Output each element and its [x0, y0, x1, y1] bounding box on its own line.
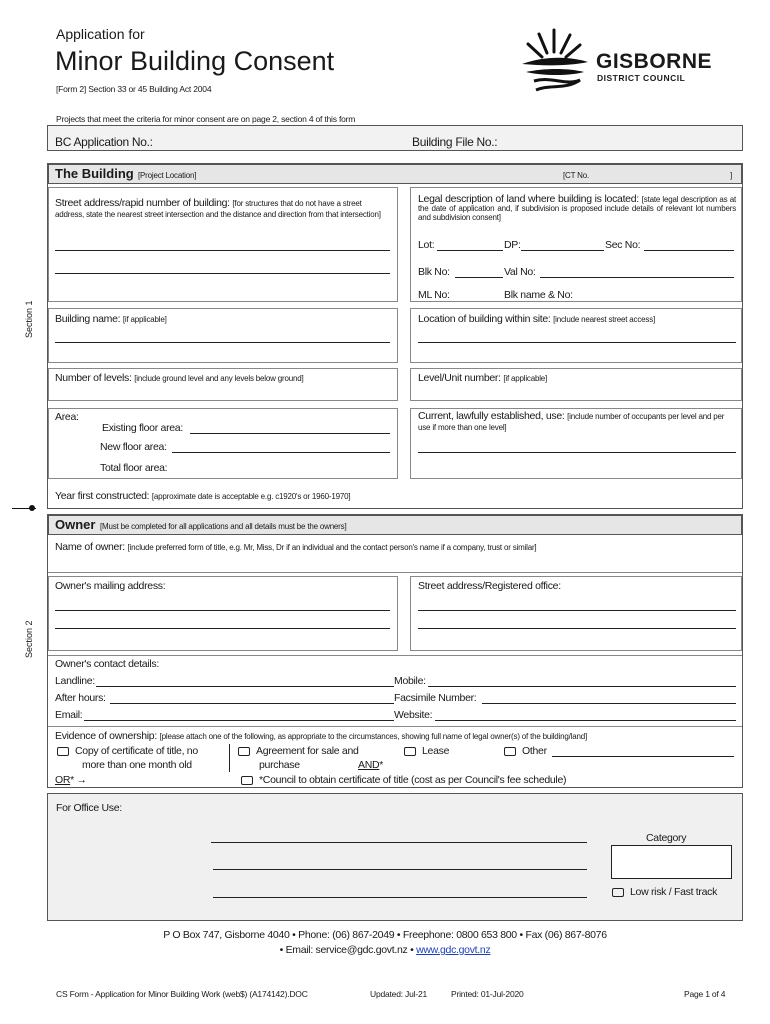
owner-heading-note: [Must be completed for all applications and all details must be the owners] — [100, 522, 347, 531]
levels-note: [include ground level and any levels below ground] — [134, 374, 304, 383]
project-location-note: [Project Location] — [138, 171, 197, 180]
page-title: Minor Building Consent — [55, 46, 335, 76]
contact-divider — [48, 655, 742, 656]
margin-marker-dot — [29, 505, 35, 511]
agreement-option[interactable] — [238, 745, 359, 757]
copy-title-text-2: more than one month old — [82, 759, 192, 771]
after-hours-field[interactable] — [110, 703, 394, 704]
sec-no-label: Sec No: — [605, 239, 641, 251]
area-label: Area: — [55, 411, 79, 423]
email-label: Email: — [55, 709, 83, 721]
street-line-1[interactable] — [55, 250, 390, 251]
footer-contact: P O Box 747, Gisborne 4040 • Phone: (06) 867-2049 • Freephone: 0800 653 800 • Fax (06) 867-8076 — [163, 929, 607, 941]
mailing-line-1[interactable] — [55, 610, 390, 611]
copy-title-text-1: Copy of certificate of title, no — [75, 745, 198, 757]
other-option[interactable] — [504, 745, 547, 757]
options-divider — [229, 744, 230, 772]
email-field[interactable] — [84, 720, 394, 721]
evidence-note: [please attach one of the following, as appropriate to the circumstances, showing full name of legal owner(s) of the building/land] — [159, 732, 587, 741]
evidence-label: Evidence of ownership: — [55, 730, 157, 742]
footer-email-row — [0, 944, 770, 956]
use-field[interactable] — [418, 452, 736, 453]
street-office-label: Street address/Registered office: — [418, 580, 561, 592]
contact-label: Owner's contact details: — [55, 658, 159, 670]
other-field[interactable] — [552, 756, 734, 757]
footer-printed: Printed: 01-Jul-2020 — [451, 989, 524, 999]
mobile-label: Mobile: — [394, 675, 426, 687]
logo-sub: DISTRICT COUNCIL — [597, 73, 686, 83]
council-text: *Council to obtain certificate of title (cost as per Council's fee schedule) — [259, 774, 567, 786]
gisborne-logo — [514, 26, 740, 98]
app-for-text: Application for — [56, 26, 145, 42]
copy-title-checkbox[interactable] — [57, 747, 69, 756]
low-risk-text: Low risk / Fast track — [630, 886, 718, 898]
levels-label: Number of levels: — [55, 372, 132, 384]
website-field[interactable] — [435, 720, 736, 721]
council-option[interactable] — [241, 774, 566, 786]
copy-title-option[interactable] — [57, 745, 198, 757]
lot-field[interactable] — [437, 250, 503, 251]
existing-floor-label: Existing floor area: — [102, 422, 183, 434]
location-field[interactable] — [418, 342, 736, 343]
or-arrow: * → — [70, 774, 87, 786]
lot-label: Lot: — [418, 239, 435, 251]
street-address-note: [for structures that do not have a street address, state the nearest street intersection and the distance and direction from that intersection] — [55, 199, 381, 219]
footer-page: Page 1 of 4 — [684, 989, 726, 999]
fax-label: Facsimile Number: — [394, 692, 477, 704]
street-address-label: Street address/rapid number of building: — [55, 197, 230, 209]
form-subtitle: [Form 2] Section 33 or 45 Building Act 2004 — [56, 84, 212, 94]
legal-description-label: Legal description of land where building is located: — [418, 193, 639, 205]
building-name-label: Building name: — [55, 313, 121, 325]
lease-checkbox[interactable] — [404, 747, 416, 756]
use-label: Current, lawfully established, use: — [418, 410, 565, 422]
new-floor-label: New floor area: — [100, 441, 167, 453]
low-risk-option[interactable] — [612, 886, 717, 898]
website-label: Website: — [394, 709, 433, 721]
val-no-label: Val No: — [504, 266, 536, 278]
footer-email: • Email: service@gdc.govt.nz • — [279, 944, 414, 956]
building-file-no: Building File No.: — [412, 135, 498, 149]
dp-field[interactable] — [521, 250, 604, 251]
criteria-note: Projects that meet the criteria for minor consent are on page 2, section 4 of this form — [56, 114, 356, 124]
building-name-note: [if applicable] — [122, 315, 167, 324]
building-name-field[interactable] — [55, 342, 390, 343]
footer-doc: CS Form - Application for Minor Building Work (web$) (A174142).DOC — [56, 989, 308, 999]
existing-floor-field[interactable] — [190, 433, 390, 434]
dp-label: DP: — [504, 239, 521, 251]
building-heading: The Building — [55, 166, 134, 181]
level-unit-note: [if applicable] — [503, 374, 548, 383]
blk-no-field[interactable] — [455, 277, 503, 278]
total-floor-label: Total floor area: — [100, 462, 168, 474]
landline-field[interactable] — [96, 686, 394, 687]
footer-web-link[interactable]: www.gdc.govt.nz — [416, 944, 491, 956]
category-field[interactable] — [611, 845, 732, 879]
other-text: Other — [522, 745, 547, 757]
footer-updated: Updated: Jul-21 — [370, 989, 428, 999]
section-2-label: Section 2 — [24, 620, 34, 658]
street-line-2[interactable] — [55, 273, 390, 274]
office-line-1[interactable] — [211, 842, 587, 843]
office-line-2[interactable] — [213, 869, 587, 870]
or-text: OR — [55, 774, 71, 786]
location-label: Location of building within site: — [418, 313, 551, 325]
ct-no-close: ] — [730, 171, 733, 180]
office-use-label: For Office Use: — [56, 802, 122, 814]
val-no-field[interactable] — [540, 277, 734, 278]
owner-name-label: Name of owner: — [55, 541, 125, 553]
street-office-line-2[interactable] — [418, 628, 736, 629]
category-label: Category — [646, 832, 687, 844]
office-line-3[interactable] — [213, 897, 587, 898]
year-label: Year first constructed: — [55, 490, 150, 502]
and-star: * — [379, 759, 384, 771]
owner-name-note: [include preferred form of title, e.g. Mr, Miss, Dr if an individual and the contact person's name if a company, trust or similar] — [127, 543, 537, 552]
use-note: [include number of occupants per level and per use if more than one level] — [418, 412, 725, 432]
fax-field[interactable] — [482, 703, 736, 704]
lease-text: Lease — [422, 745, 450, 757]
level-unit-label: Level/Unit number: — [418, 372, 501, 384]
and-text: AND — [358, 759, 380, 771]
lease-option[interactable] — [404, 745, 449, 757]
other-checkbox[interactable] — [504, 747, 516, 756]
after-hours-label: After hours: — [55, 692, 106, 704]
evidence-divider — [48, 726, 742, 727]
ct-no: [CT No. — [563, 171, 590, 180]
sec-no-field[interactable] — [644, 250, 734, 251]
owner-name-divider — [48, 572, 742, 573]
agreement-checkbox[interactable] — [238, 747, 250, 756]
sun-wave-logo-icon — [514, 26, 594, 98]
blk-name-label: Blk name & No: — [504, 289, 573, 301]
council-checkbox[interactable] — [241, 776, 253, 785]
year-note: [approximate date is acceptable e.g. c1920's or 1960-1970] — [151, 492, 351, 501]
owner-heading: Owner — [55, 517, 96, 532]
legal-description-note: [state legal description as at the date of application and, if subdivision is proposed include details of relevant lot numbers and subdivision consent] — [418, 195, 736, 222]
bc-application-no: BC Application No.: — [55, 135, 153, 149]
ml-no-label: ML No: — [418, 289, 450, 301]
agreement-text-2: purchase — [259, 759, 300, 771]
mailing-label: Owner's mailing address: — [55, 580, 166, 592]
location-note: [include nearest street access] — [553, 315, 656, 324]
blk-no-label: Blk No: — [418, 266, 450, 278]
low-risk-checkbox[interactable] — [612, 888, 624, 897]
section-1-label: Section 1 — [24, 300, 34, 338]
mailing-line-2[interactable] — [55, 628, 390, 629]
street-office-line-1[interactable] — [418, 610, 736, 611]
mobile-field[interactable] — [428, 686, 736, 687]
logo-name: GISBORNE — [596, 50, 713, 73]
new-floor-field[interactable] — [172, 452, 390, 453]
landline-label: Landline: — [55, 675, 95, 687]
agreement-text-1: Agreement for sale and — [256, 745, 359, 757]
